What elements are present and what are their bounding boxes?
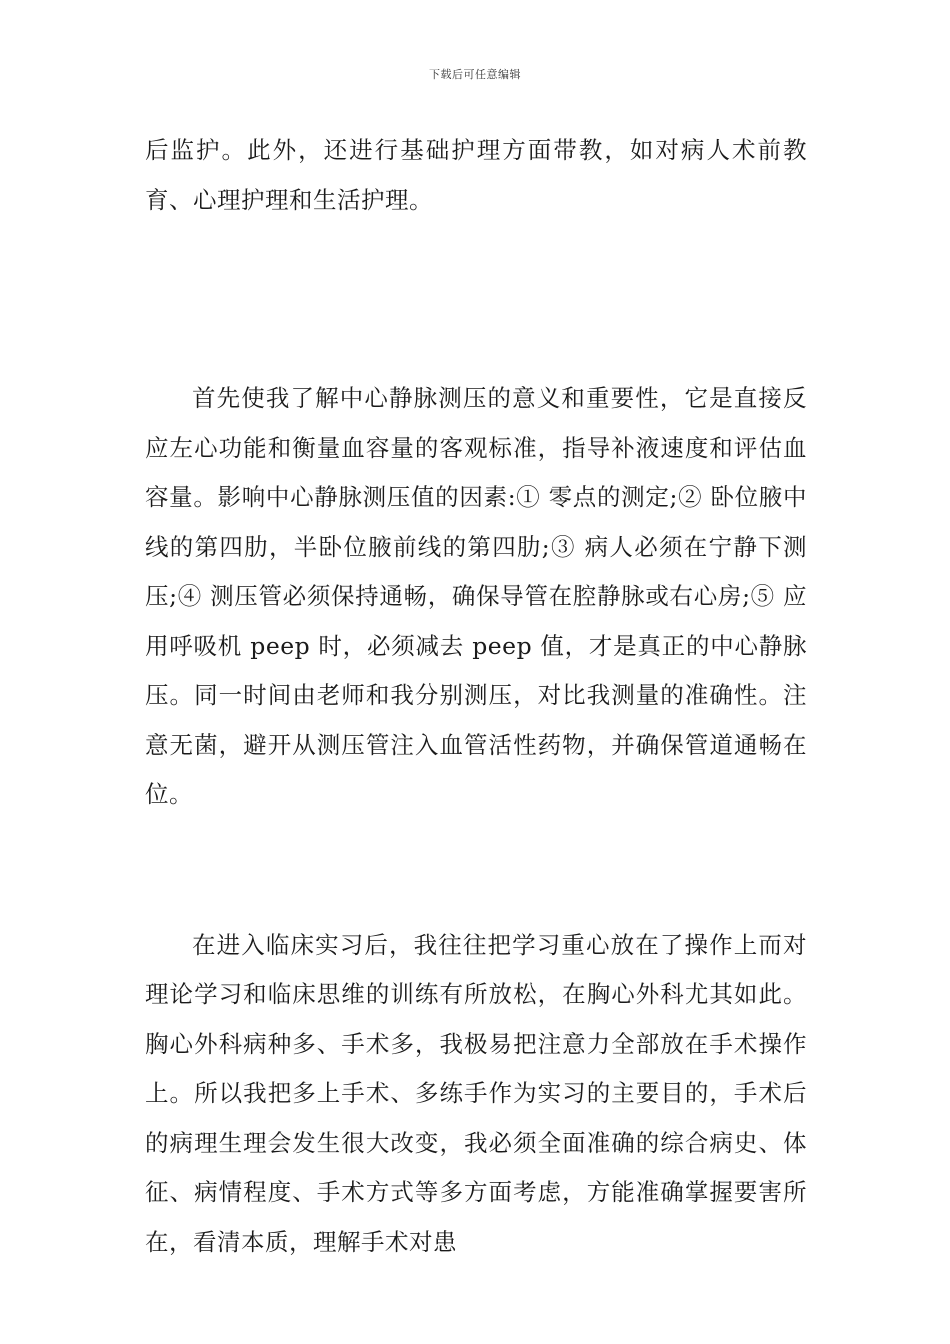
- paragraph-3: 在进入临床实习后，我往往把学习重心放在了操作上而对理论学习和临床思维的训练有所放松，在胸心外科尤其如此。胸心外科病种多、手术多，我极易把注意力全部放在手术操作上。所以我把多上手术、多练手作为实习的主要目的，手术后的病理生理会发生很大改变，我必须全面准确的综合病史、体征、病情程度、手术方式等多方面考虑，方能准确掌握要害所在，看清本质，理解手术对患: [145, 930, 807, 1256]
- document-body: [145, 126, 807, 1267]
- paragraph-spacer: [145, 225, 807, 374]
- paragraph-2: 首先使我了解中心静脉测压的意义和重要性，它是直接反应左心功能和衡量血容量的客观标准，指导补液速度和评估血容量。影响中心静脉测压值的因素:① 零点的测定;② 卧位腋中线的第四肋，半卧位腋前线的第四肋;③ 病人必须在宁静下测压;④ 测压管必须保持通畅，确保导管在腔静脉或右心房;⑤ 应用呼吸机 peep 时，必须减去 peep 值，才是真正的中心静脉压。同一时间由老师和我分别测压，对比我测量的准确性。注意无菌，避开从测压管注入血管活性药物，并确保管道通畅在位。: [145, 384, 807, 808]
- page-header: 下载后可任意编辑: [429, 68, 521, 81]
- paragraph-1: 后监护。此外，还进行基础护理方面带教，如对病人术前教育、心理护理和生活护理。: [145, 136, 807, 214]
- paragraph-spacer: [145, 820, 807, 921]
